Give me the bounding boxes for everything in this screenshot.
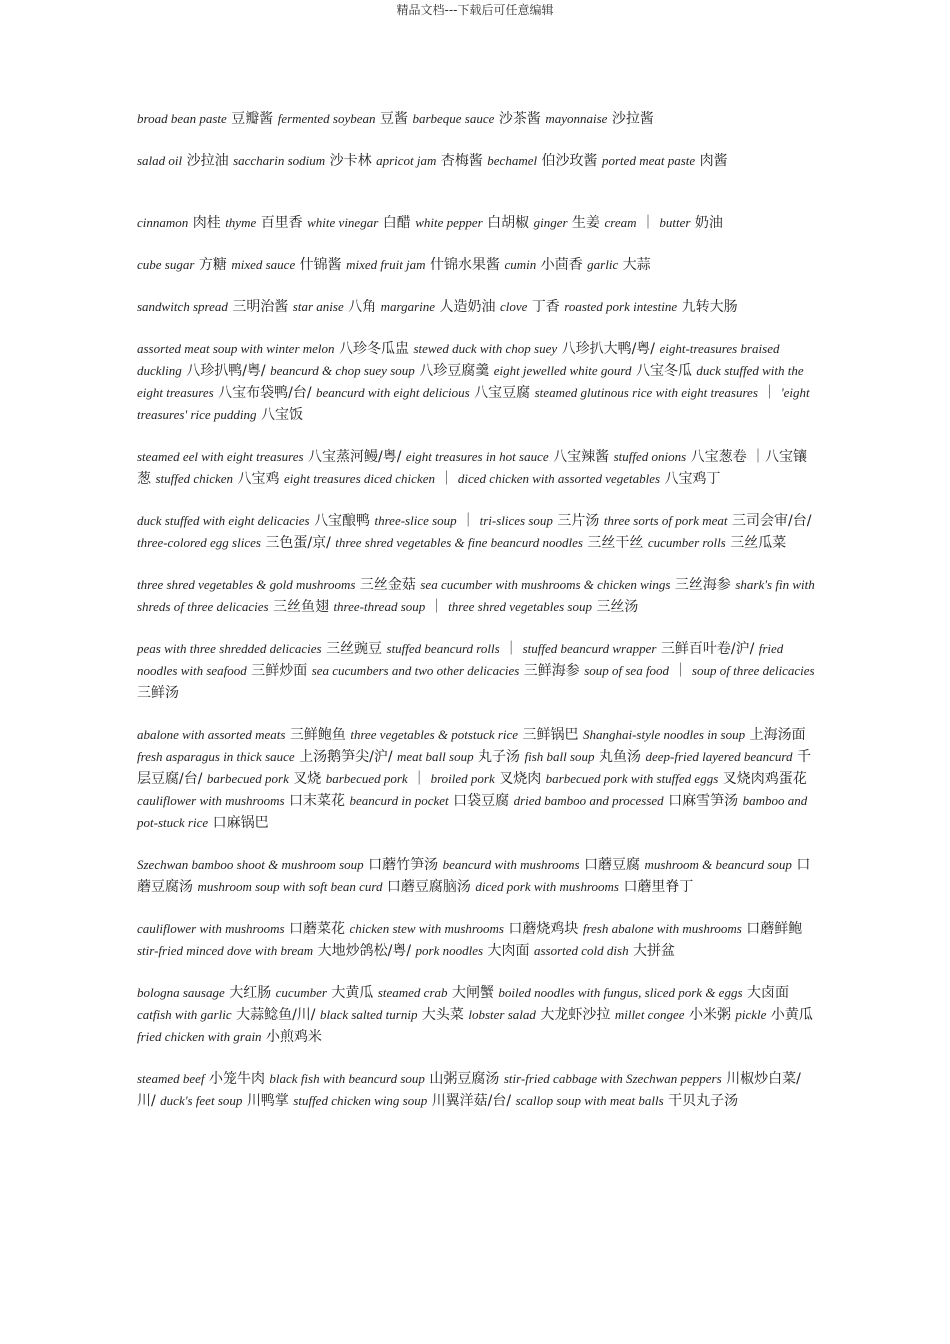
entry-chinese: 大红肠 [229, 985, 272, 1001]
entry-english: mixed fruit jam [346, 257, 426, 272]
entry-english: tri-slices soup [479, 513, 553, 528]
entry-english: black fish with beancurd soup [269, 1071, 425, 1086]
entry-chinese: 生姜 [572, 215, 601, 231]
entry-english: stir-fried cabbage with Szechwan peppers [503, 1071, 722, 1086]
entry-chinese: 方糖 [198, 257, 227, 273]
entry-chinese: 千层豆腐/台/ [137, 749, 811, 787]
entry-english: duck stuffed with the eight treasures [137, 363, 804, 400]
entry-chinese: 什锦酱 [299, 257, 342, 273]
entry-chinese: 小茴香 [540, 257, 583, 273]
entry-chinese: 三鲜鲍鱼 [289, 727, 346, 743]
entry-english: beancurd with mushrooms [442, 857, 580, 872]
entry-chinese: 口蘑豆腐 [584, 857, 641, 873]
entry-english: three-colored egg slices [137, 535, 261, 550]
entry-english: Szechwan bamboo shoot & mushroom soup [137, 857, 364, 872]
entry-chinese: 口袋豆腐 [453, 793, 510, 809]
entry-chinese: 三丝豌豆 [326, 641, 383, 657]
entry-english: stuffed onions [613, 449, 687, 464]
entry-chinese: 八宝葱卷 ｜八宝镶葱 [137, 449, 808, 487]
entry-english: beancurd with eight delicious [316, 385, 470, 400]
glossary-paragraph [137, 150, 817, 172]
entry-chinese: 小笼牛肉 [208, 1071, 265, 1087]
entry-english: soup of sea food [584, 663, 670, 678]
entry-chinese: 三丝金菇 [359, 577, 416, 593]
entry-chinese: 小煎鸡米 [266, 1029, 323, 1045]
entry-chinese: 八珍扒鸭/粤/ [186, 363, 266, 379]
entry-english: stir-fried minced dove with bream [137, 943, 314, 958]
entry-chinese: 八宝蒸河鳗/粤/ [308, 449, 402, 465]
entry-english: mayonnaise [545, 111, 608, 126]
entry-english: barbeque sauce [412, 111, 495, 126]
entry-chinese: 口麻雪笋汤 [668, 793, 739, 809]
entry-english: Shanghai-style noodles in soup [582, 727, 746, 742]
entry-chinese: 丁香 [531, 299, 560, 315]
entry-chinese: ｜ [461, 513, 476, 529]
entry-english: soup of three delicacies [691, 663, 815, 678]
entry-chinese: 三鲜炒面 [251, 663, 308, 679]
entry-chinese: 大头菜 [421, 1007, 464, 1023]
entry-chinese: 上汤鹅笋尖/沪/ [299, 749, 393, 765]
entry-chinese: 口蘑菜花 [289, 921, 346, 937]
entry-english: ginger [533, 215, 568, 230]
entry-english: cauliflower with mushrooms [137, 921, 285, 936]
entry-english: 'eight treasures' rice pudding [137, 385, 810, 422]
entry-english: fried chicken with grain [137, 1029, 262, 1044]
entry-chinese: 大肉面 [487, 943, 530, 959]
entry-chinese: 川鸭掌 [246, 1093, 289, 1109]
entry-chinese: 奶油 [694, 215, 723, 231]
entry-english: three vegetables & potstuck rice [350, 727, 519, 742]
entry-chinese: 三司会审/台/ [732, 513, 812, 529]
entry-chinese: 三丝鱼翅 [272, 599, 329, 615]
entry-chinese: 八宝饭 [260, 407, 303, 423]
entry-english: white vinegar [307, 215, 379, 230]
entry-chinese: 八角 [348, 299, 377, 315]
entry-chinese: 大闸蟹 [451, 985, 494, 1001]
entry-chinese: ｜ [429, 599, 444, 615]
entry-chinese: 口蘑里脊丁 [623, 879, 694, 895]
entry-chinese: 川椒炒白菜/川/ [137, 1071, 801, 1109]
entry-chinese: 叉烧肉 [499, 771, 542, 787]
entry-chinese: 九转大肠 [681, 299, 738, 315]
entry-english: barbecued pork with stuffed eggs [545, 771, 719, 786]
entry-english: ported meat paste [602, 153, 696, 168]
entry-chinese: 小米粥 [688, 1007, 731, 1023]
entry-english: salad oil [137, 153, 183, 168]
entry-chinese: 杏梅酱 [440, 153, 483, 169]
entry-english: cinnamon [137, 215, 189, 230]
entry-english: bechamel [487, 153, 538, 168]
entry-english: steamed beef [137, 1071, 205, 1086]
entry-chinese: 大龙虾沙拉 [540, 1007, 611, 1023]
glossary-paragraph [137, 574, 817, 618]
entry-english: catfish with garlic [137, 1007, 232, 1022]
glossary-paragraph [137, 510, 817, 554]
entry-english: abalone with assorted meats [137, 727, 286, 742]
entry-english: stewed duck with chop suey [413, 341, 558, 356]
entry-chinese: ｜ [640, 215, 655, 231]
entry-english: sea cucumber with mushrooms & chicken wings [420, 577, 671, 592]
entry-english: fish ball soup [524, 749, 595, 764]
entry-chinese: 川翼洋菇/台/ [431, 1093, 512, 1109]
entry-chinese: 三鲜海参 [523, 663, 580, 679]
glossary-paragraph [137, 918, 817, 962]
entry-english: eight treasures diced chicken [283, 471, 435, 486]
entry-chinese: 口蘑豆腐汤 [137, 857, 811, 895]
entry-chinese: 大黄瓜 [331, 985, 374, 1001]
entry-english: diced chicken with assorted vegetables [457, 471, 661, 486]
entry-english: steamed eel with eight treasures [137, 449, 304, 464]
entry-english: star anise [292, 299, 344, 314]
entry-english: fresh abalone with mushrooms [582, 921, 742, 936]
entry-chinese: 百里香 [260, 215, 303, 231]
entry-chinese: 大蒜鲶鱼/川/ [236, 1007, 316, 1023]
entry-english: millet congee [614, 1007, 685, 1022]
entry-chinese: 八宝辣酱 [553, 449, 610, 465]
entry-english: cauliflower with mushrooms [137, 793, 285, 808]
entry-english: diced pork with mushrooms [475, 879, 619, 894]
entry-english: eight-treasures braised duckling [137, 341, 780, 378]
entry-english: duck's feet soup [160, 1093, 243, 1108]
entry-chinese: 三片汤 [557, 513, 600, 529]
entry-english: sea cucumbers and two other delicacies [311, 663, 520, 678]
entry-chinese: 口末菜花 [289, 793, 346, 809]
entry-english: three shred vegetables & gold mushrooms [137, 577, 356, 592]
entry-english: apricot jam [376, 153, 437, 168]
entry-chinese: ｜ [762, 385, 777, 401]
entry-english: meat ball soup [397, 749, 474, 764]
entry-chinese: 干贝丸子汤 [668, 1093, 739, 1109]
glossary-paragraph [137, 446, 817, 490]
entry-english: bologna sausage [137, 985, 225, 1000]
entry-english: duck stuffed with eight delicacies [137, 513, 310, 528]
entry-chinese: 大卤面 [746, 985, 789, 1001]
entry-chinese: 叉烧 [293, 771, 322, 787]
entry-chinese: 八珍扒大鸭/粤/ [561, 341, 656, 357]
entry-chinese: 什锦水果酱 [430, 257, 501, 273]
glossary-paragraph [137, 254, 817, 276]
entry-english: chicken stew with mushrooms [349, 921, 504, 936]
entry-chinese: 口蘑豆腐脑汤 [386, 879, 471, 895]
entry-english: pork noodles [415, 943, 484, 958]
entry-chinese: 白胡椒 [487, 215, 530, 231]
entry-chinese: 三明治酱 [232, 299, 289, 315]
entry-english: shark's fin with shreds of three delicacies [137, 577, 815, 614]
glossary-paragraph [137, 296, 817, 318]
entry-chinese: ｜ [673, 663, 688, 679]
entry-english: clove [499, 299, 528, 314]
entry-chinese: 上海汤面 [749, 727, 806, 743]
entry-english: mushroom soup with soft bean curd [197, 879, 383, 894]
glossary-paragraph [137, 724, 817, 834]
entry-chinese: 豆酱 [380, 111, 408, 127]
entry-english: dried bamboo and processed [513, 793, 664, 808]
entry-english: mushroom & beancurd soup [644, 857, 792, 872]
page-header: 精品文档---下载后可任意编辑 [396, 3, 554, 17]
entry-english: three shred vegetables & fine beancurd noodles [335, 535, 583, 550]
entry-chinese: 口蘑鲜鲍 [746, 921, 803, 937]
entry-english: three-slice soup [374, 513, 457, 528]
entry-english: butter [659, 215, 691, 230]
entry-chinese: 沙拉油 [186, 153, 229, 169]
entry-chinese: 三丝海参 [674, 577, 731, 593]
entry-chinese: 八宝豆腐 [474, 385, 531, 401]
entry-english: mixed sauce [231, 257, 296, 272]
entry-chinese: 大拼盆 [633, 943, 676, 959]
entry-chinese: 八珍冬瓜盅 [338, 341, 409, 357]
entry-english: white pepper [415, 215, 483, 230]
entry-chinese: 沙茶酱 [498, 111, 541, 127]
entry-english: stuffed beancurd rolls [386, 641, 500, 656]
entry-english: fermented soybean [277, 111, 376, 126]
entry-chinese: 肉桂 [192, 215, 221, 231]
entry-english: beancurd & chop suey soup [270, 363, 415, 378]
entry-chinese: 三鲜百叶卷/沪/ [660, 641, 755, 657]
entry-chinese: 八宝布袋鸭/台/ [218, 385, 312, 401]
entry-english: scallop soup with meat balls [515, 1093, 664, 1108]
entry-english: black salted turnip [319, 1007, 418, 1022]
glossary-paragraph [137, 338, 817, 426]
entry-chinese: 八宝鸡丁 [664, 471, 721, 487]
entry-english: stuffed beancurd wrapper [522, 641, 657, 656]
entry-english: broad bean paste [137, 111, 227, 126]
entry-english: peas with three shredded delicacies [137, 641, 322, 656]
entry-english: beancurd in pocket [349, 793, 449, 808]
entry-chinese: 丸子汤 [478, 749, 521, 765]
entry-english: garlic [587, 257, 619, 272]
entry-chinese: 沙卡林 [329, 153, 372, 169]
entry-english: assorted meat soup with winter melon [137, 341, 335, 356]
entry-chinese: 八宝鸡 [237, 471, 280, 487]
entry-chinese: 伯沙玫酱 [541, 153, 598, 169]
entry-chinese: 山粥豆腐汤 [429, 1071, 500, 1087]
entry-chinese: 口蘑竹笋汤 [368, 857, 439, 873]
glossary-paragraph [137, 1068, 817, 1112]
entry-chinese: 人造奶油 [439, 299, 496, 315]
entry-chinese: 三丝干丝 [587, 535, 644, 551]
entry-chinese: ｜ [439, 471, 454, 487]
entry-chinese: 八珍豆腐羹 [419, 363, 490, 379]
entry-english: sandwitch spread [137, 299, 228, 314]
entry-chinese: 肉酱 [699, 153, 728, 169]
entry-english: thyme [225, 215, 257, 230]
entry-english: roasted pork intestine [564, 299, 678, 314]
entry-chinese: 叉烧肉鸡蛋花 [722, 771, 807, 787]
entry-english: boiled noodles with fungus, sliced pork & eggs [498, 985, 743, 1000]
entry-chinese: 沙拉酱 [611, 111, 654, 127]
entry-chinese: ｜ [412, 771, 427, 787]
entry-english: margarine [380, 299, 436, 314]
glossary-paragraph [137, 212, 817, 234]
entry-chinese: 小黄瓜 [770, 1007, 813, 1023]
entry-english: fresh asparagus in thick sauce [137, 749, 295, 764]
entry-chinese: 三丝汤 [596, 599, 639, 615]
entry-chinese: ｜ [504, 641, 519, 657]
entry-chinese: 三鲜锅巴 [522, 727, 579, 743]
entry-english: fried noodles with seafood [137, 641, 784, 678]
entry-english: stuffed chicken wing soup [293, 1093, 428, 1108]
entry-english: bamboo and pot-stuck rice [137, 793, 808, 830]
entry-english: assorted cold dish [533, 943, 629, 958]
entry-chinese: 三丝瓜菜 [730, 535, 787, 551]
entry-chinese: 八宝冬瓜 [635, 363, 692, 379]
entry-chinese: 豆瓣酱 [231, 111, 274, 127]
entry-english: steamed crab [377, 985, 448, 1000]
entry-english: barbecued pork [325, 771, 408, 786]
entry-english: cucumber [275, 985, 327, 1000]
entry-chinese: 三色蛋/京/ [265, 535, 331, 551]
entry-english: lobster salad [468, 1007, 536, 1022]
entry-chinese: 口麻锅巴 [212, 815, 269, 831]
entry-chinese: 大地炒鸽松/粤/ [317, 943, 412, 959]
glossary-paragraph [137, 982, 817, 1048]
entry-chinese: 八宝酿鸭 [314, 513, 371, 529]
entry-english: cream [604, 215, 637, 230]
entry-chinese: 大蒜 [622, 257, 651, 273]
entry-english: eight jewelled white gourd [493, 363, 632, 378]
entry-english: saccharin sodium [233, 153, 326, 168]
entry-english: cucumber rolls [647, 535, 726, 550]
entry-english: cumin [504, 257, 537, 272]
entry-english: pickle [735, 1007, 767, 1022]
entry-chinese: 三鲜汤 [137, 685, 179, 701]
glossary-paragraph [137, 638, 817, 704]
entry-english: barbecued pork [206, 771, 289, 786]
glossary-body [137, 108, 817, 1112]
entry-english: three sorts of pork meat [603, 513, 728, 528]
entry-english: broiled pork [430, 771, 495, 786]
glossary-paragraph [137, 854, 817, 898]
entry-english: three shred vegetables soup [448, 599, 592, 614]
entry-english: cube sugar [137, 257, 195, 272]
entry-english: deep-fried layered beancurd [645, 749, 793, 764]
entry-chinese: 口蘑烧鸡块 [508, 921, 579, 937]
entry-english: stuffed chicken [155, 471, 234, 486]
entry-english: three-thread soup [333, 599, 426, 614]
glossary-paragraph [137, 108, 817, 130]
entry-english: steamed glutinous rice with eight treasures [534, 385, 758, 400]
entry-english: eight treasures in hot sauce [405, 449, 549, 464]
entry-chinese: 白醋 [382, 215, 411, 231]
entry-chinese: 丸鱼汤 [599, 749, 642, 765]
